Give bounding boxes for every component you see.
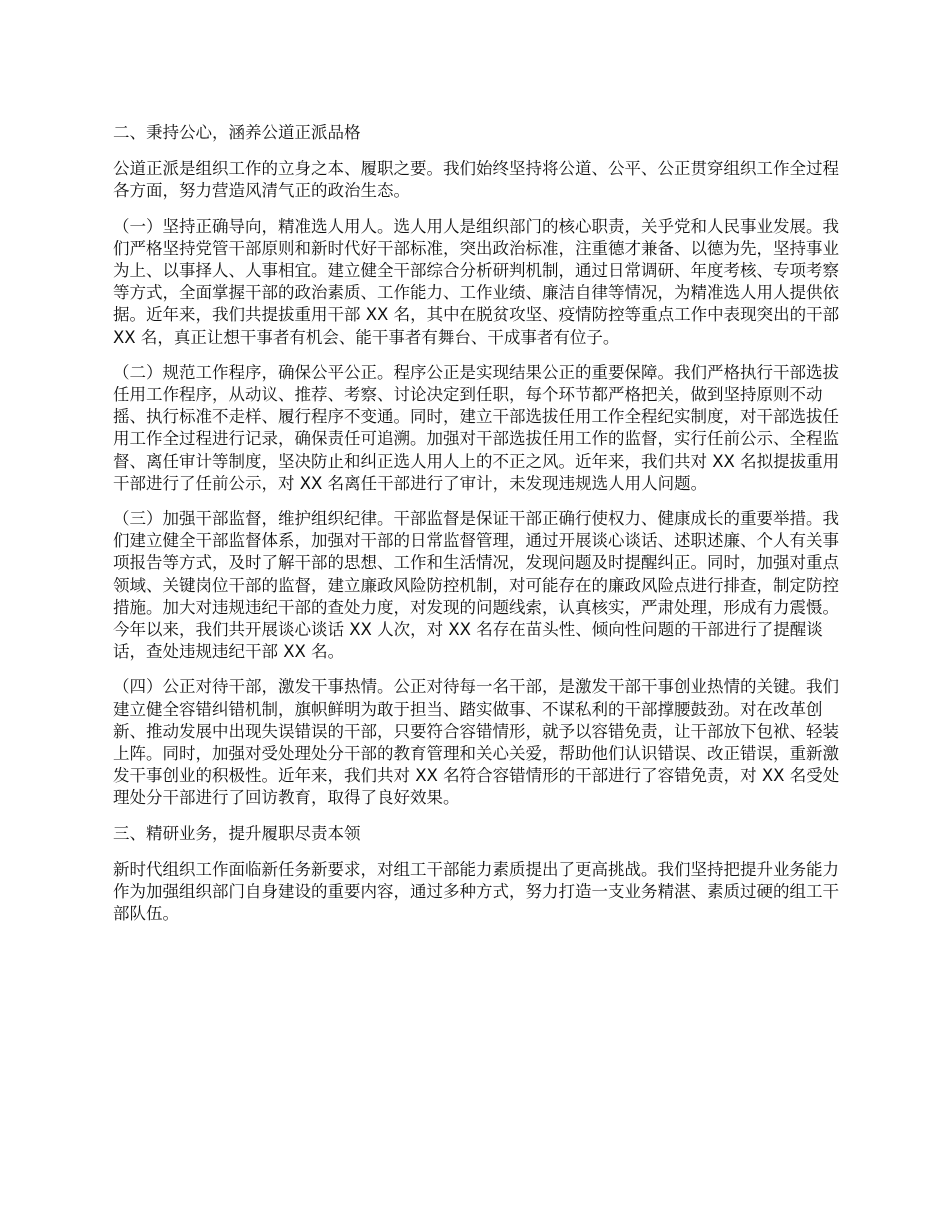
section-2-item-4-paragraph: （四）公正对待干部，激发干事热情。公正对待每一名干部，是激发干部干事创业热情的关键。我们建立健全容错纠错机制，旗帜鲜明为敢于担当、踏实做事、不谋私利的干部撑腰鼓劲。对在改革创新、推动发展中出现失误错误的干部，只要符合容错情形，就予以容错免责，让干部放下包袱、轻装上阵。同时，加强对受处理处分干部的教育管理和关心关爱，帮助他们认识错误、改正错误，重新激发干事创业的积极性。近年来，我们共对 XX 名符合容错情形的干部进行了容错免责，对 XX 名受处理处分干部进行了回访教育，取得了良好效果。 (113, 677, 840, 808)
section-2-item-1-paragraph: （一）坚持正确导向，精准选人用人。选人用人是组织部门的核心职责，关乎党和人民事业发展。我们严格坚持党管干部原则和新时代好干部标准，突出政治标准，注重德才兼备、以德为先，坚持事业为上、以事择人、人事相宜。建立健全干部综合分析研判机制，通过日常调研、年度考核、专项考察等方式，全面掌握干部的政治素质、工作能力、工作业绩、廉洁自律等情况，为精准选人用人提供依据。近年来，我们共提拔重用干部 XX 名，其中在脱贫攻坚、疫情防控等重点工作中表现突出的干部 XX 名，真正让想干事者有机会、能干事者有舞台、干成事者有位子。 (113, 216, 840, 347)
document-body (113, 122, 848, 939)
section-3-intro-paragraph: 新时代组织工作面临新任务新要求，对组工干部能力素质提出了更高挑战。我们坚持把提升业务能力作为加强组织部门自身建设的重要内容，通过多种方式，努力打造一支业务精湛、素质过硬的组工干部队伍。 (113, 859, 839, 924)
section-2-item-3-paragraph: （三）加强干部监督，维护组织纪律。干部监督是保证干部正确行使权力、健康成长的重要举措。我们建立健全干部监督体系，加强对干部的日常监督管理，通过开展谈心谈话、述职述廉、个人有关事项报告等方式，及时了解干部的思想、工作和生活情况，发现问题及时提醒纠正。同时，加强对重点领域、关键岗位干部的监督，建立廉政风险防控机制，对可能存在的廉政风险点进行排查，制定防控措施。加大对违规违纪干部的查处力度，对发现的问题线索，认真核实，严肃处理，形成有力震慑。今年以来，我们共开展谈心谈话 XX 人次，对 XX 名存在苗头性、倾向性问题的干部进行了提醒谈话，查处违规违纪干部 XX 名。 (113, 509, 839, 662)
section-2-item-2-paragraph: （二）规范工作程序，确保公平公正。程序公正是实现结果公正的重要保障。我们严格执行干部选拔任用工作程序，从动议、推荐、考察、讨论决定到任职，每个环节都严格把关，做到坚持原则不动摇、执行标准不走样、履行程序不变通。同时，建立干部选拔任用工作全程纪实制度，对干部选拔任用工作全过程进行记录，确保责任可追溯。加强对干部选拔任用工作的监督，实行任前公示、全程监督、离任审计等制度，坚决防止和纠正选人用人上的不正之风。近年来，我们共对 XX 名拟提拔重用干部进行了任前公示，对 XX 名离任干部进行了审计，未发现违规选人用人问题。 (113, 362, 840, 493)
section-2-heading: 二、秉持公心，涵养公道正派品格 (113, 123, 361, 142)
section-2-intro-paragraph: 公道正派是组织工作的立身之本、履职之要。我们始终坚持将公道、公平、公正贯穿组织工作全过程各方面，努力营造风清气正的政治生态。 (113, 159, 839, 201)
section-3-heading: 三、精研业务，提升履职尽责本领 (113, 823, 361, 843)
